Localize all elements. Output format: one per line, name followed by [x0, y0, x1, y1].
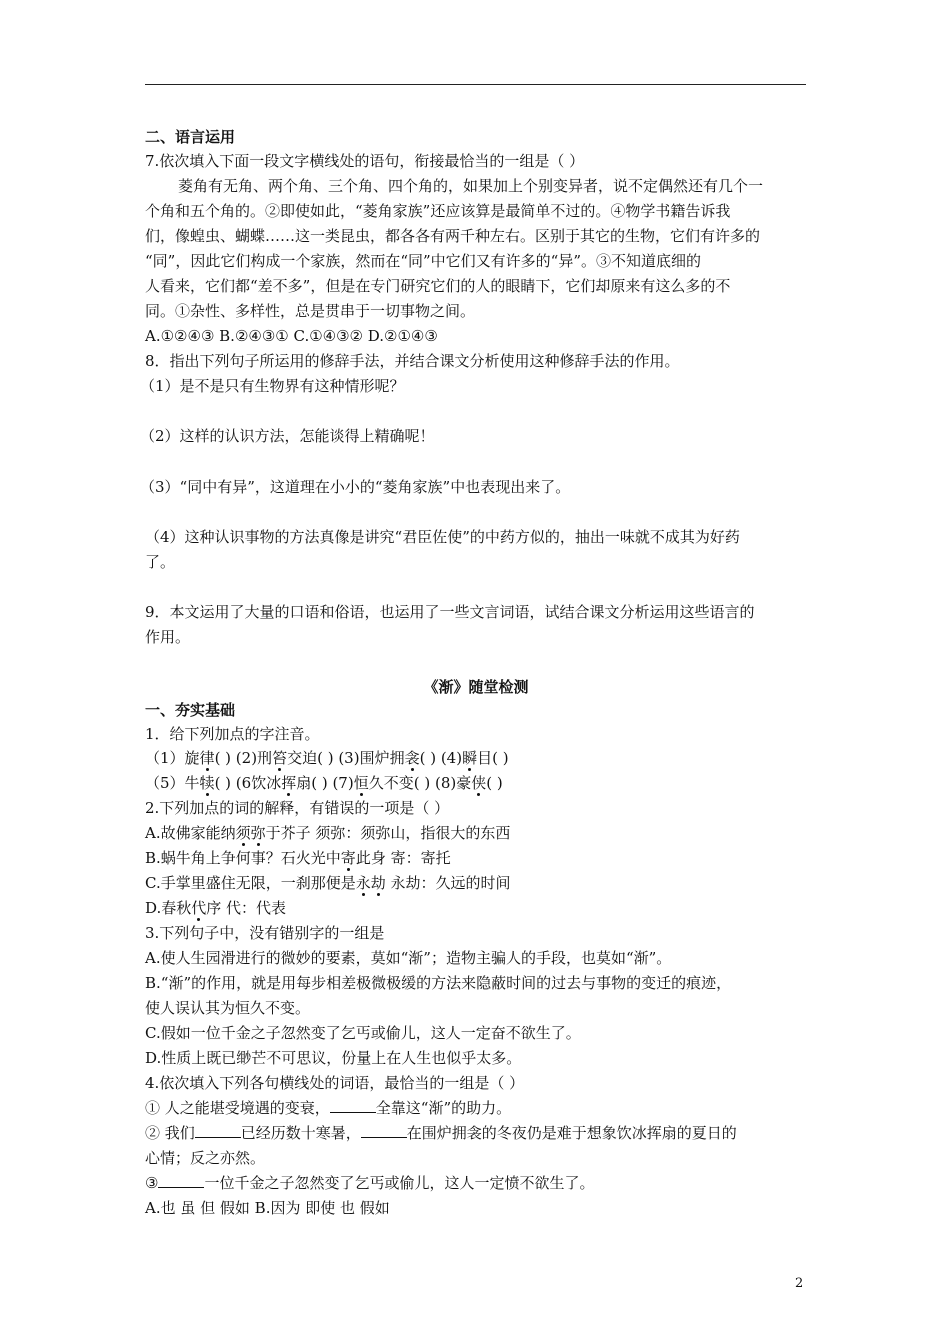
- question-8-4-line-2: 了。: [145, 553, 176, 571]
- question-8-2: （2）这样的认识方法，怎能谈得上精确呢！: [140, 427, 435, 445]
- dotted-char: 永: [355, 874, 371, 892]
- question-9-line-1: 9．本文运用了大量的口语和俗语，也运用了一些文言词语，试结合课文分析运用这些语言的: [145, 603, 755, 621]
- question-3-option-b-line-2: 使人误认其为恒久不变。: [145, 999, 311, 1017]
- question-7-options: A.①②④③ B.②④③① C.①④③② D.②①④③: [145, 327, 438, 345]
- quiz-heading: 一、夯实基础: [145, 701, 236, 719]
- header-rule: [145, 84, 806, 85]
- dotted-char: 犊: [199, 774, 215, 792]
- dotted-char: 侠: [471, 774, 487, 792]
- fill-blank: [195, 1123, 241, 1138]
- passage-line-4: “同”，因此它们构成一个家族，然而在“同”中它们又有许多的“异”。③不知道底细的: [145, 252, 702, 270]
- fill-blank: [361, 1123, 407, 1138]
- question-8-3: （3）“同中有异”，这道理在小小的“菱角家族”中也表现出来了。: [140, 478, 571, 496]
- quiz-question-2: 2.下列加点的词的解释，有错误的一项是（ ）: [145, 799, 450, 817]
- passage-line-5: 人看来，它们都“差不多”，但是在专门研究它们的人的眼睛下，它们却原来有这么多的不: [145, 277, 731, 295]
- question-3-option-c: C.假如一位千金之子忽然变了乞丐或偷儿，这人一定奋不欲生了。: [145, 1024, 581, 1042]
- question-3-option-d: D.性质上既已缈芒不可思议，份量上在人生也似乎太多。: [145, 1049, 522, 1067]
- passage-line-2: 个角和五个角的。②即使如此，“菱角家族”还应该算是最简单不过的。④物学书籍告诉我: [145, 202, 731, 220]
- dotted-char: 笞: [272, 749, 288, 767]
- quiz-question-4: 4.依次填入下列各句横线处的词语，最恰当的一组是（ ）: [145, 1074, 525, 1092]
- question-1-row-1: （1）旋律( ) (2)刑笞交迫( ) (3)围炉拥衾( ) (4)瞬目( ): [145, 749, 509, 767]
- quiz-title: 《渐》随堂检测: [423, 678, 529, 696]
- question-3-option-a: A.使人生园滑进行的微妙的要素，莫如“渐”；造物主骗人的手段，也莫如“渐”。: [145, 949, 672, 967]
- dotted-char: 律: [199, 749, 215, 767]
- dotted-char: 弥: [250, 824, 266, 842]
- question-8: 8．指出下列句子所运用的修辞手法，并结合课文分析使用这种修辞手法的作用。: [145, 352, 680, 370]
- dotted-char: 挥: [281, 774, 297, 792]
- dotted-char: 瞬: [462, 749, 478, 767]
- dotted-char: 劫: [370, 874, 386, 892]
- dotted-char: 衾: [404, 749, 420, 767]
- question-1-row-2: （5）牛犊( ) (6饮冰挥扇( ) (7)恒久不变( ) (8)豪侠( ): [145, 774, 503, 792]
- question-4-sentence-3: ③ 一位千金之子忽然变了乞丐或偷儿，这人一定愤不欲生了。: [145, 1174, 595, 1192]
- page-number: 2: [795, 1276, 804, 1291]
- question-9-line-2: 作用。: [145, 628, 191, 646]
- quiz-question-1: 1．给下列加点的字注音。: [145, 725, 320, 743]
- question-3-option-b-line-1: B.“渐”的作用，就是用每步相差极微极缓的方法来隐蔽时间的过去与事物的变迁的痕迹，: [145, 974, 732, 992]
- dotted-char: 须: [235, 824, 251, 842]
- question-2-option-b: B.蜗牛角上争何事？石火光中寄此身 寄：寄托: [145, 849, 451, 867]
- question-2-option-c: C.手掌里盛住无限，一刹那便是永劫 永劫：久远的时间: [145, 874, 511, 892]
- dotted-char: 恒: [353, 774, 369, 792]
- dotted-char: 寄: [340, 849, 356, 867]
- fill-blank: [330, 1098, 376, 1113]
- passage-line-6: 同。①杂性、多样性，总是贯串于一切事物之间。: [145, 302, 476, 320]
- fill-blank: [158, 1173, 204, 1188]
- question-4-sentence-2: ② 我们 已经历数十寒暑， 在围炉拥衾的冬夜仍是难于想象饮冰挥扇的夏日的: [145, 1124, 737, 1142]
- question-8-4-line-1: （4）这种认识事物的方法真像是讲究“君臣佐使”的中药方似的，抽出一味就不成其为好药: [145, 528, 740, 546]
- section-heading: 二、语言运用: [145, 128, 236, 146]
- question-8-1: （1）是不是只有生物界有这种情形呢？: [140, 377, 405, 395]
- question-4-sentence-1: ① 人之能堪受境遇的变衰， 全靠这“渐”的助力。: [145, 1099, 512, 1117]
- passage-line-3: 们，像蝗虫、蝴蝶……这一类昆虫，都各各有两千种左右。区别于其它的生物，它们有许多的: [145, 227, 761, 245]
- question-2-option-d: D.春秋代序 代：代表: [145, 899, 287, 917]
- dotted-char: 代: [191, 899, 207, 917]
- quiz-question-3: 3.下列句子中，没有错别字的一组是: [145, 924, 385, 942]
- question-7: 7.依次填入下面一段文字横线处的语句，衔接最恰当的一组是（ ）: [145, 152, 585, 170]
- question-2-option-a: A.故佛家能纳须弥于芥子 须弥：须弥山，指很大的东西: [145, 824, 511, 842]
- question-4-options: A.也 虽 但 假如 B.因为 即使 也 假如: [145, 1199, 390, 1217]
- passage-line-1: 菱角有无角、两个角、三个角、四个角的，如果加上个别变异者，说不定偶然还有几个一: [178, 177, 764, 195]
- question-4-sentence-2-cont: 心情；反之亦然。: [145, 1149, 266, 1167]
